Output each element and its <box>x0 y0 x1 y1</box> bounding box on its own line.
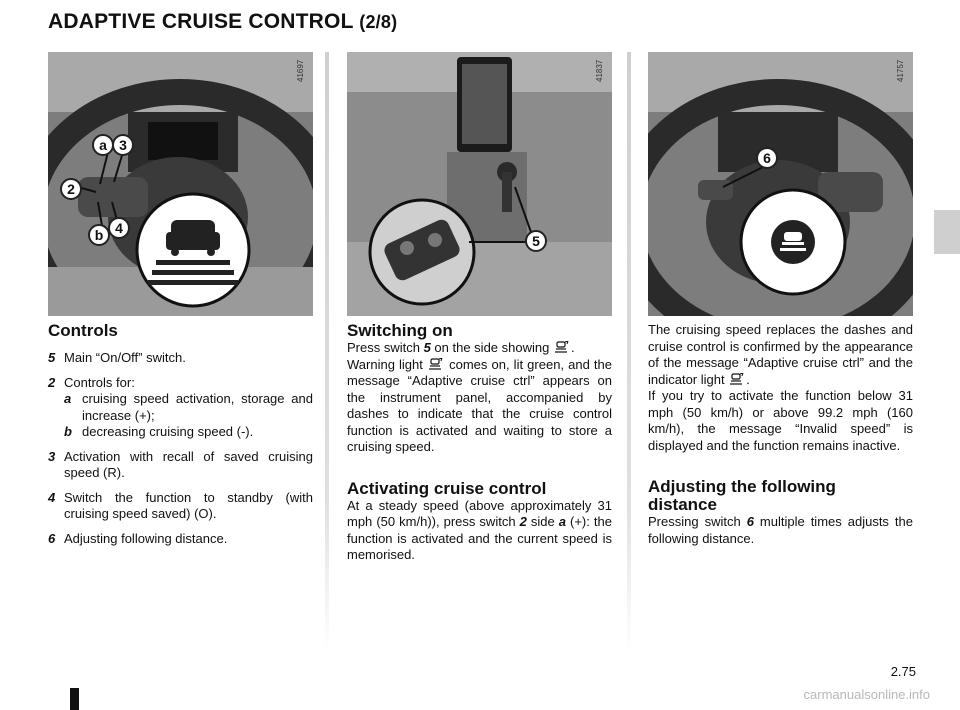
callout-a: a <box>92 134 114 156</box>
adjusting-heading: Adjusting the following distance <box>648 477 836 514</box>
list-item <box>48 350 313 367</box>
image-ref: 41757 <box>896 59 905 82</box>
switch-number: 5 <box>423 340 431 355</box>
text: At a steady speed (above approximately 31 mph (50 km/h)), press switch <box>347 497 612 529</box>
page-title <box>48 10 397 34</box>
callout-b: b <box>88 224 110 246</box>
item-number: 6 <box>48 530 56 546</box>
item-number: 4 <box>48 489 56 505</box>
text: The cruising speed replaces the dashes and cruise control is confirmed by the appearance of the message “Adaptive cruise ctrl” and the indicator light <box>648 322 913 387</box>
text: Warning light <box>347 356 427 372</box>
item-text: Activation with recall of saved cruising speed (R). <box>64 448 313 480</box>
column-divider-1 <box>325 52 329 652</box>
cruise-control-icon <box>429 358 443 371</box>
item-number: 5 <box>48 350 56 365</box>
list-item <box>48 490 313 523</box>
switching-on-heading: Switching on <box>347 321 453 340</box>
sub-item-letter: b <box>64 424 72 439</box>
side-letter: a <box>558 514 566 529</box>
page-marker <box>70 688 79 710</box>
cruise-control-icon <box>555 341 569 354</box>
title-text: ADAPTIVE CRUISE CONTROL <box>48 10 354 33</box>
item-text: Adjusting following distance. <box>64 530 228 546</box>
callout-5: 5 <box>525 230 547 252</box>
text: on the side showing <box>430 340 553 355</box>
image-ref: 41697 <box>296 59 305 82</box>
item-text: Switch the function to standby (with cruising speed saved) (O). <box>64 489 313 521</box>
text: comes on, lit green, and the message “Adaptive cruise ctrl” appears on the instrument panel, accompanied by dashes to indicate that the cruise control function is activated and waiting to store a cruising speed. <box>347 356 613 454</box>
sub-item <box>64 391 313 424</box>
switching-on-column <box>347 322 612 564</box>
section-tab <box>934 210 960 254</box>
text: . <box>570 340 575 355</box>
callout-2: 2 <box>60 178 82 200</box>
list-item <box>48 375 313 441</box>
item-number: 3 <box>48 448 56 464</box>
image-ref: 41837 <box>595 59 604 82</box>
text: (+): the function is activated and the current speed is memorised. <box>347 514 612 562</box>
center-console-photo <box>347 52 612 316</box>
paragraph <box>347 340 612 357</box>
controls-heading: Controls <box>48 321 118 340</box>
controls-column <box>48 322 313 555</box>
item-number: 2 <box>48 374 56 390</box>
paragraph <box>347 498 612 564</box>
paragraph <box>648 514 913 547</box>
list-item <box>48 449 313 482</box>
paragraph: If you try to activate the function below 31 mph (50 km/h) or above 99.2 mph (160 km/h), the message “Invalid speed” is displayed and the function remains inactive. <box>648 388 913 453</box>
text: Pressing switch <box>648 514 747 529</box>
text: . <box>746 371 750 387</box>
column-divider-2 <box>627 52 631 652</box>
switch-number: 2 <box>519 514 527 529</box>
sub-item-text: decreasing cruising speed (-). <box>82 424 254 439</box>
item-text: Main “On/Off” switch. <box>64 350 186 365</box>
sub-item-text: cruising speed activation, storage and increase (+); <box>82 391 313 423</box>
sub-item-letter: a <box>64 391 72 406</box>
steering-wheel-left-photo <box>48 52 313 316</box>
item-text: Controls for: <box>64 374 135 390</box>
following-distance-column <box>648 322 913 547</box>
paragraph <box>648 322 913 388</box>
paragraph <box>347 357 612 456</box>
watermark: carmanualsonline.info <box>803 687 930 702</box>
callout-4: 4 <box>108 217 130 239</box>
callout-6: 6 <box>756 147 778 169</box>
text: Press switch <box>347 340 424 355</box>
list-item <box>48 531 313 548</box>
title-part: (2/8) <box>359 12 398 32</box>
page-number: 2.75 <box>890 664 916 679</box>
text: side <box>526 514 559 529</box>
callout-3: 3 <box>112 134 134 156</box>
steering-wheel-right-photo <box>648 52 913 316</box>
sub-item <box>64 424 313 441</box>
cruise-control-icon <box>730 373 744 386</box>
activating-heading: Activating cruise control <box>347 478 547 498</box>
text: multiple times adjusts the following distance. <box>648 514 913 546</box>
switch-number: 6 <box>746 514 754 529</box>
